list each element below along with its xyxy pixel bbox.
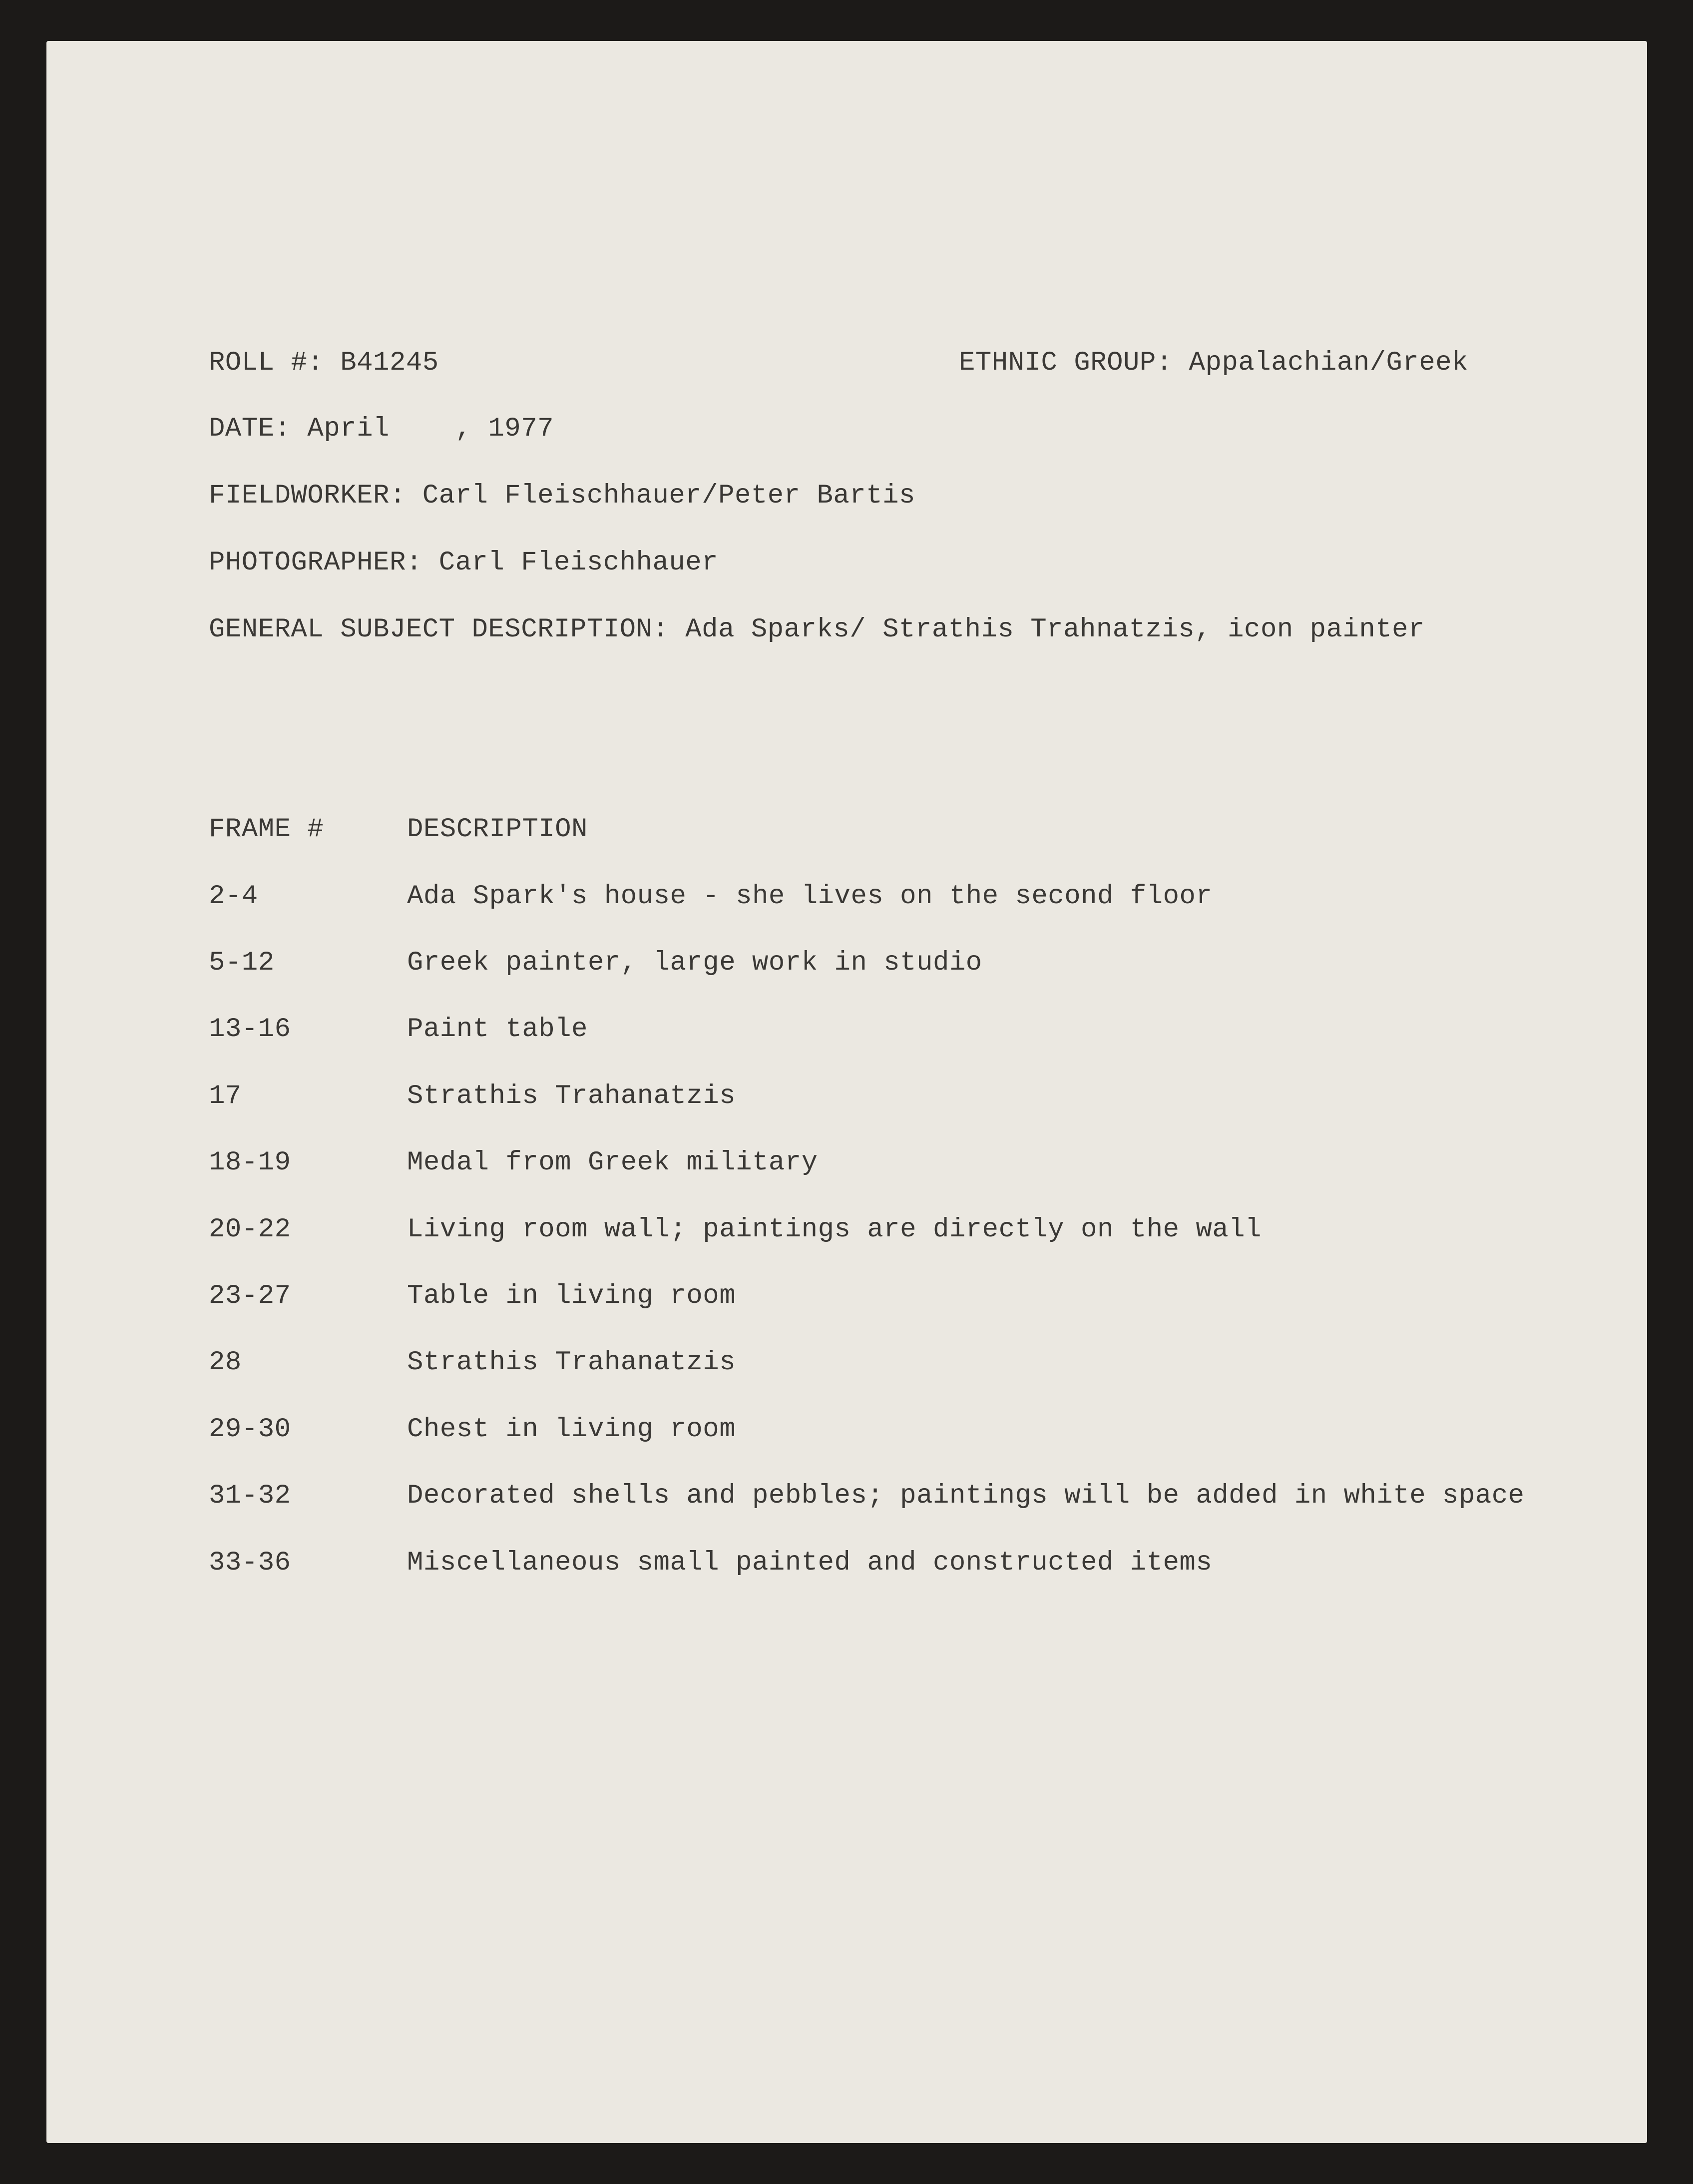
frame-description: Greek painter, large work in studio xyxy=(407,948,982,978)
roll-number: ROLL #: B41245 xyxy=(209,348,439,378)
frame-description: Medal from Greek military xyxy=(407,1147,818,1178)
frame-description: Paint table xyxy=(407,1014,588,1045)
column-header-frame: FRAME # xyxy=(209,814,324,845)
frame-description: Decorated shells and pebbles; paintings will be added in white space xyxy=(407,1481,1525,1511)
frame-number: 33-36 xyxy=(209,1548,291,1578)
general-subject-description: GENERAL SUBJECT DESCRIPTION: Ada Sparks/ Strathis Trahnatzis, icon painter xyxy=(209,614,1425,645)
column-header-description: DESCRIPTION xyxy=(407,814,588,845)
frame-description: Strathis Trahanatzis xyxy=(407,1081,736,1111)
frame-number: 28 xyxy=(209,1347,242,1378)
frame-description: Ada Spark's house - she lives on the second floor xyxy=(407,881,1213,912)
photographer: PHOTOGRAPHER: Carl Fleischhauer xyxy=(209,547,719,578)
frame-number: 31-32 xyxy=(209,1481,291,1511)
frame-number: 2-4 xyxy=(209,881,258,912)
frame-number: 5-12 xyxy=(209,948,275,978)
date: DATE: April , 1977 xyxy=(209,414,554,444)
frame-description: Chest in living room xyxy=(407,1414,736,1445)
frame-description: Miscellaneous small painted and constructed items xyxy=(407,1548,1213,1578)
frame-number: 18-19 xyxy=(209,1147,291,1178)
frame-number: 29-30 xyxy=(209,1414,291,1445)
frame-description: Living room wall; paintings are directly on the wall xyxy=(407,1214,1262,1245)
frame-number: 23-27 xyxy=(209,1281,291,1311)
frame-number: 20-22 xyxy=(209,1214,291,1245)
frame-number: 13-16 xyxy=(209,1014,291,1045)
fieldworker: FIELDWORKER: Carl Fleischhauer/Peter Bartis xyxy=(209,481,915,511)
ethnic-group: ETHNIC GROUP: Appalachian/Greek xyxy=(959,348,1469,378)
frame-description: Strathis Trahanatzis xyxy=(407,1347,736,1378)
frame-description: Table in living room xyxy=(407,1281,736,1311)
frame-number: 17 xyxy=(209,1081,242,1111)
document-page xyxy=(46,41,1647,2143)
